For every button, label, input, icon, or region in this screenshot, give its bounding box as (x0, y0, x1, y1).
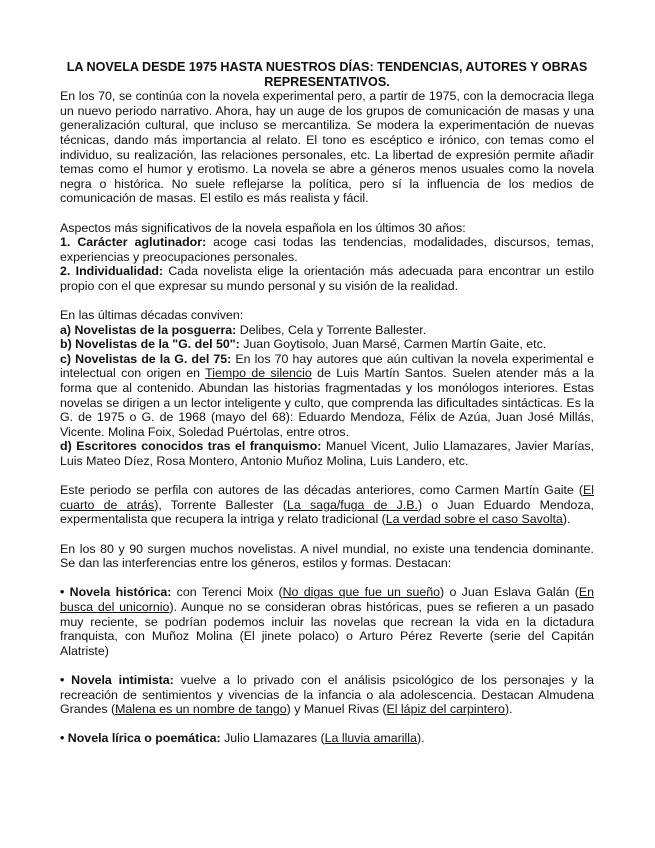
aspect-item-2-text: Cada novelista elige la orientación más adecuada para encontrar un estilo propio con el que expresar su mundo personal y su visión de la realidad. (60, 264, 594, 293)
aspect-item-1 (60, 235, 594, 264)
intimista-text-2: ) y Manuel Rivas ( (286, 702, 387, 717)
eighties-paragraph: En los 80 y 90 surgen muchos novelistas. A nivel mundial, no existe una tendencia dominante. Se dan las interferencias entre los géneros, estilos y formas. Destacan: (60, 541, 594, 571)
historica-text-3: ). Aunque no se consideran obras históricas, pues se refieren a un pasado muy reciente, se podrían podemos incluir las novelas que recrean la vida en la dictadura franquista, con Muñoz Molina (El jinete polaco) o Arturo Pérez Reverte (serie del Capitán Alatriste) (60, 599, 594, 658)
novela-lirica-label: • Novela lírica o poemática: (60, 731, 221, 746)
book-title-el-cuarto-de-atras: El cuarto de atrás (60, 483, 594, 512)
decades-item-a-label: a) Novelistas de la posguerra: (60, 322, 237, 337)
decades-item-d-label: d) Escritores conocidos tras el franquismo: (60, 439, 322, 454)
novela-intimista-item (60, 673, 594, 717)
historica-text-2: ) o Juan Eslava Galán ( (440, 585, 579, 600)
book-title-la-saga-fuga: La saga/fuga de J.B. (286, 497, 418, 512)
period-text-3: ) o Juan Eduardo Mendoza, expermentalista que recupera la intriga y relato tradicional ( (60, 497, 594, 527)
aspect-item-1-text: acoge casi todas las tendencias, modalidades, discursos, temas, experiencias y preocupaciones personales. (60, 235, 594, 264)
book-title-tiempo-de-silencio: Tiempo de silencio (205, 366, 312, 381)
period-text-4: ). (562, 512, 571, 527)
decades-item-b-text: Juan Goytisolo, Juan Marsé, Carmen Martín Gaite, etc. (239, 337, 547, 352)
book-title-no-digas: No digas que fue un sueño (282, 585, 441, 600)
period-text-1: Este periodo se perfila con autores de las décadas anteriores, como Carmen Martín Gaite ( (60, 483, 583, 498)
novela-historica-item (60, 585, 594, 658)
novela-intimista-label: • Novela intimista: (60, 672, 174, 687)
decades-item-a-text: Delibes, Cela y Torrente Ballester. (236, 322, 427, 337)
decades-item-c-label: c) Novelistas de la G. del 75: (60, 351, 232, 366)
intimista-text-3: ). (504, 702, 513, 717)
decades-item-b-label: b) Novelistas de la "G. del 50": (60, 337, 240, 352)
decades-item-b (60, 337, 594, 352)
lirica-text-1: Julio Llamazares ( (220, 731, 325, 746)
intimista-text-1: vuelve a lo privado con el análisis psicológico de los personajes y la recreación de sentimientos y vivencias de la infancia o ala adolescencia. Destacan Almudena Grandes ( (60, 672, 594, 717)
aspect-item-2-label: 2. Individualidad: (60, 264, 164, 279)
historica-text-1: con Terenci Moix ( (171, 585, 283, 600)
intro-paragraph: En los 70, se continúa con la novela experimental pero, a partir de 1975, con la democracia llega un nuevo periodo narrativo. Ahora, hay un auge de los grupos de comunicación de masas y una generalización cultural, que incluso se mercantiliza. Se modera la experimentación de nuevas técnicas, dando más importancia al relato. El tono es escéptico e irónico, con temas como el individuo, su realización, las relaciones personales, etc. La libertad de expresión permite añadir temas como el humor y erotismo. La novela se abre a géneros menos usuales como la novela negra o histórica. No suele reflejarse la política, pero sí la influencia de los medios de comunicación de masas. El estilo es más realista y fácil. (60, 89, 594, 206)
document-title: LA NOVELA DESDE 1975 HASTA NUESTROS DÍAS: TENDENCIAS, AUTORES Y OBRAS REPRESENTATIVOS. (66, 60, 588, 89)
decades-heading: En las últimas décadas conviven: (60, 308, 244, 323)
decades-item-d-text: Manuel Vicent, Julio Llamazares, Javier Marías, Luis Mateo Díez, Rosa Montero, Antonio Muñoz Molina, Luis Landero, etc. (60, 439, 594, 469)
decades-item-a (60, 323, 594, 338)
novela-lirica-item (60, 731, 594, 746)
aspect-item-2 (60, 264, 594, 293)
decades-item-c-text-2: de Luis Martín Santos. Suelen atender más a la forma que al contenido. Abundan las historias fragmentadas y los monólogos interiores. Estas novelas se dirigen a un lector inteligente y culto, que comprenda las dificultades sintácticas. Es la G. de 1975 o G. de 1968 (mayo del 68): Eduardo Mendoza, Félix de Azúa, Juan José Millás, Vicente. Molina Foix, Soledad Puértolas, entre otros. (60, 366, 594, 439)
aspect-item-1-label: 1. Carácter aglutinador: (60, 235, 207, 250)
book-title-el-lapiz-del-carpintero: El lápiz del carpintero (386, 702, 505, 717)
novela-historica-label: • Novela histórica: (60, 585, 172, 600)
period-text-2: ), Torrente Ballester ( (154, 497, 287, 512)
decades-item-d (60, 439, 594, 468)
book-title-en-busca-del-unicornio: En busca del unicornio (60, 585, 594, 614)
aspects-heading: Aspectos más significativos de la novela española en los últimos 30 años: (60, 220, 466, 235)
book-title-la-verdad-savolta: La verdad sobre el caso Savolta (385, 512, 563, 527)
period-paragraph (60, 483, 594, 527)
document-page (60, 60, 594, 746)
book-title-malena: Malena es un nombre de tango (115, 702, 287, 717)
lirica-text-2: ). (416, 731, 425, 746)
decades-item-c-text-1: En los 70 hay autores que aún cultivan la novela experimental e intelectual con origen en (60, 351, 594, 381)
decades-item-c (60, 352, 594, 440)
book-title-la-lluvia-amarilla: La lluvia amarilla (324, 731, 417, 746)
